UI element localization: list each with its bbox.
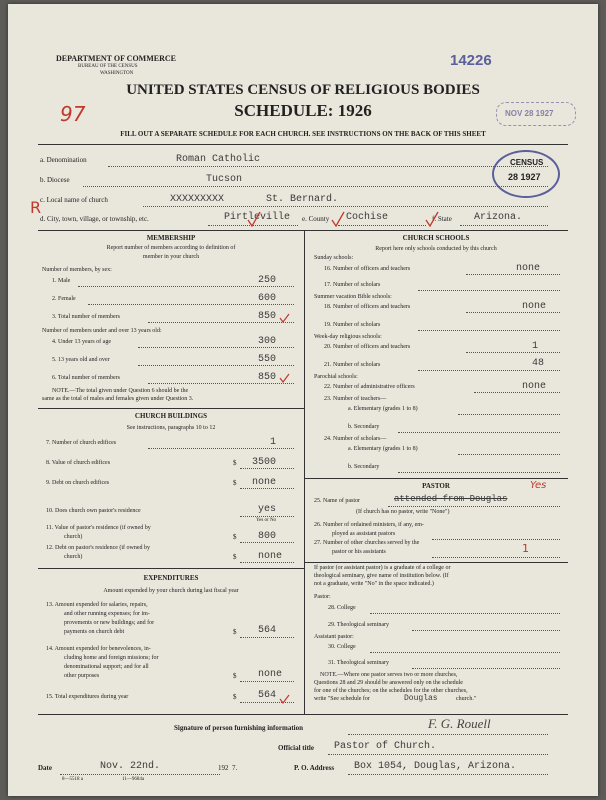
q8-label: 8. Value of church edifices: [46, 460, 111, 466]
census-seal-date: 28 1927: [508, 172, 541, 182]
q20-line: [466, 352, 560, 353]
q4-line: [138, 347, 294, 348]
q14-label-4: other purposes: [64, 673, 100, 679]
q19-line: [418, 330, 560, 331]
q11-label-1: 11. Value of pastor's residence (if owned by: [46, 525, 151, 531]
q16-line: [466, 274, 560, 275]
pastor-note-3: for one of the churches; on the schedules for the other churches,: [314, 688, 468, 694]
handwritten-number: 97: [60, 102, 86, 126]
q3-label: 3. Total number of members: [52, 314, 120, 320]
q12-value: none: [258, 551, 283, 562]
q5-line: [138, 365, 294, 366]
census-schedule-sheet: [8, 4, 598, 796]
department-name: DEPARTMENT OF COMMERCE: [56, 54, 177, 63]
signature-label: Signature of person furnishing information: [174, 724, 303, 732]
q17-label: 17. Number of scholars: [324, 282, 381, 288]
denomination-value: Roman Catholic: [176, 154, 261, 165]
q5-label: 5. 13 years old and over: [52, 357, 110, 363]
received-stamp-date: NOV 28 1927: [505, 109, 554, 118]
q10-line: [240, 516, 294, 517]
q22-value: none: [522, 381, 547, 392]
pastor-note-2: Questions 28 and 29 should be answered only on the schedule: [314, 680, 463, 686]
q13-dollar: $: [233, 628, 237, 636]
q25-label: 25. Name of pastor: [314, 498, 360, 504]
denomination-label: a. Denomination: [40, 156, 87, 164]
q27-label-2: pastor or his assistants: [332, 549, 386, 555]
census-seal-stamp: [492, 150, 560, 198]
schools-heading: CHURCH SCHOOLS: [402, 234, 470, 242]
column-divider: [304, 230, 305, 714]
q21-line: [418, 370, 560, 371]
q5-value: 550: [258, 354, 277, 365]
q21-label: 21. Number of scholars: [324, 362, 381, 368]
diocese-label: b. Diocese: [40, 176, 70, 184]
state-label: f. State: [432, 215, 452, 223]
bureau-name: BUREAU OF THE CENSUS: [78, 64, 138, 69]
q22-line: [474, 392, 560, 393]
q13-label-2: and other running expenses; for im-: [64, 611, 150, 617]
q4-label: 4. Under 13 years of age: [52, 339, 111, 345]
q29-line: [412, 630, 560, 631]
yes-no-hint: Yes or No: [256, 518, 277, 523]
q30-line: [370, 652, 560, 653]
q21-value: 48: [532, 358, 545, 369]
q17-line: [418, 290, 560, 291]
q1-value: 250: [258, 275, 277, 286]
q12-dollar: $: [233, 553, 237, 561]
q9-value: none: [252, 477, 277, 488]
q15-dollar: $: [233, 693, 237, 701]
buildings-divider: [38, 568, 304, 569]
q8-value: 3500: [252, 457, 277, 468]
q31-line: [412, 668, 560, 669]
membership-divider: [38, 408, 304, 409]
official-title-line: [328, 754, 548, 755]
q15-line: [240, 702, 294, 703]
q6-label: 6. Total number of members: [52, 375, 120, 381]
state-line: [460, 225, 548, 226]
q6-value: 850: [258, 372, 277, 383]
q9-line: [240, 488, 294, 489]
year-prefix: 192: [218, 764, 229, 772]
q6-line: [148, 383, 294, 384]
sunday-schools-label: Sunday schools:: [314, 255, 354, 261]
signature-line: [348, 734, 548, 735]
q9-dollar: $: [233, 479, 237, 487]
pastor-note-5: church.": [456, 696, 477, 702]
diocese-value: Tucson: [206, 174, 243, 185]
schools-intro: Report here only schools conducted by this church: [375, 246, 497, 252]
grid-top-line: [38, 230, 568, 231]
q2-value: 600: [258, 293, 277, 304]
q13-label-3: provements or new buildings; and for: [64, 620, 155, 626]
q24-label: 24. Number of scholars—: [324, 436, 387, 442]
state-value: Arizona.: [474, 212, 523, 223]
form-title: UNITED STATES CENSUS OF RELIGIOUS BODIES: [126, 82, 480, 98]
q25-line: [388, 506, 560, 507]
membership-heading: MEMBERSHIP: [146, 234, 196, 242]
q25-mark: Yes: [530, 480, 547, 491]
buildings-intro: See instructions, paragraphs 10 to 12: [126, 425, 216, 431]
margin-mark: R: [30, 198, 42, 217]
q27-value: 1: [522, 542, 529, 555]
q13-label-4: payments on church debt: [64, 629, 125, 635]
q8-dollar: $: [233, 459, 237, 467]
county-line: [338, 225, 426, 226]
q12-label-2: church): [64, 554, 83, 560]
q23a-label: a. Elementary (grades 1 to 8): [348, 406, 418, 412]
signature-value: F. G. Rouell: [428, 716, 491, 731]
q9-label: 9. Debt on church edifices: [46, 480, 110, 486]
q27-label-1: 27. Number of other churches served by the: [314, 540, 420, 546]
q11-dollar: $: [233, 533, 237, 541]
official-title-value: Pastor of Church.: [334, 741, 437, 752]
members-by-sex-label: Number of members, by sex:: [42, 267, 112, 273]
schools-divider: [304, 478, 568, 479]
membership-intro-2: member in your church: [142, 254, 200, 260]
church-name-line: [143, 206, 548, 207]
year-suffix: 7.: [232, 764, 238, 772]
pastor-sub-label: Pastor:: [314, 594, 331, 600]
pastor-intro-3: not a graduate, write "No" in the space indicated.): [314, 581, 434, 587]
q25-value: attended from Douglas: [394, 494, 508, 504]
q26-label-1: 26. Number of ordained ministers, if any, em-: [314, 522, 424, 528]
header-divider: [38, 144, 568, 145]
pastor-note-4: write "See schedule for: [314, 696, 370, 702]
q23a-line: [458, 414, 560, 415]
address-line: [348, 774, 548, 775]
q15-label: 15. Total expenditures during year: [46, 694, 129, 700]
q14-value: none: [258, 669, 283, 680]
q13-line: [240, 637, 294, 638]
q29-label: 29. Theological seminary: [328, 622, 390, 628]
summer-schools-label: Summer vacation Bible schools:: [314, 294, 392, 300]
expenditures-heading: EXPENDITURES: [143, 574, 199, 582]
q7-value: 1: [270, 437, 277, 448]
q11-line: [240, 542, 294, 543]
q28-label: 28. College: [328, 605, 356, 611]
q25-note: (If church has no pastor, write "None"): [356, 509, 450, 515]
q24b-label: b. Secondary: [348, 464, 380, 470]
q12-line: [240, 562, 294, 563]
q23b-label: b. Secondary: [348, 424, 380, 430]
address-value: Box 1054, Douglas, Arizona.: [354, 761, 517, 772]
q16-label: 16. Number of officers and teachers: [324, 266, 411, 272]
q18-value: none: [522, 301, 547, 312]
q19-label: 19. Number of scholars: [324, 322, 381, 328]
q26-line: [432, 539, 560, 540]
q22-label: 22. Number of administrative officers: [324, 384, 415, 390]
diocese-line: [83, 186, 548, 187]
q23-label: 23. Number of teachers—: [324, 396, 387, 402]
church-name-label: c. Local name of church: [40, 196, 108, 204]
q3-value: 850: [258, 311, 277, 322]
q14-label-2: cluding home and foreign missions; for: [64, 655, 159, 661]
q26-label-2: ployed as assistant pastors: [332, 531, 396, 537]
q27-line: [432, 557, 560, 558]
church-name-value: St. Bernard.: [266, 194, 339, 205]
county-label: e. County: [302, 215, 330, 223]
q20-value: 1: [532, 341, 539, 352]
date-line: [60, 774, 220, 775]
separate-schedule-instruction: FILL OUT A SEPARATE SCHEDULE FOR EACH CHURCH. SEE INSTRUCTIONS ON THE BACK OF THIS SHEET: [120, 130, 486, 138]
city-label: d. City, town, village, or township, etc.: [40, 215, 149, 223]
city-value: Pirtleville: [224, 212, 291, 223]
q12-label-1: 12. Debt on pastor's residence (if owned by: [46, 545, 151, 551]
census-seal-text: CENSUS: [510, 158, 544, 167]
q2-line: [88, 304, 294, 305]
q23b-line: [398, 432, 560, 433]
q31-label: 31. Theological seminary: [328, 660, 390, 666]
date-label: Date: [38, 764, 52, 772]
grid-bottom-line: [38, 714, 568, 715]
q18-label: 18. Number of officers and teachers: [324, 304, 411, 310]
age-intro-label: Number of members under and over 13 years old:: [42, 328, 162, 334]
q24a-label: a. Elementary (grades 1 to 8): [348, 446, 418, 452]
q18-line: [466, 312, 560, 313]
q7-line: [148, 448, 294, 449]
q28-line: [370, 613, 560, 614]
county-value: Cochise: [346, 212, 389, 223]
membership-note-1: NOTE.—The total given under Question 6 should be the: [52, 388, 189, 394]
q11-label-2: church): [64, 534, 83, 540]
q15-value: 564: [258, 690, 277, 701]
q24a-line: [458, 454, 560, 455]
church-name-struck: XXXXXXXXX: [170, 194, 225, 205]
pastor-intro-1: If pastor (or assistant pastor) is a graduate of a college or: [314, 565, 451, 571]
q13-label-1: 13. Amount expended for salaries, repairs,: [46, 602, 148, 608]
parochial-schools-label: Parochial schools:: [314, 374, 358, 380]
q30-label: 30. College: [328, 644, 356, 650]
q2-label: 2. Female: [52, 296, 76, 302]
q7-label: 7. Number of church edifices: [46, 440, 117, 446]
q14-label-1: 14. Amount expended for benevolences, in-: [46, 646, 151, 652]
membership-intro-1: Report number of members according to definition of: [106, 245, 236, 251]
city-name: WASHINGTON: [100, 71, 134, 76]
expenditures-intro: Amount expended by your church during last fiscal year: [103, 588, 239, 594]
official-title-label: Official title: [278, 744, 314, 752]
q1-label: 1. Male: [52, 278, 71, 284]
buildings-heading: CHURCH BUILDINGS: [134, 412, 208, 420]
q1-line: [78, 286, 294, 287]
city-line: [208, 225, 298, 226]
pastor-heading: PASTOR: [422, 482, 450, 490]
schedule-number-stamp: 14226: [450, 52, 492, 69]
pastor-note-church: Douglas: [404, 694, 438, 703]
print-code-1: 8—5518 a: [62, 777, 83, 782]
pastor-divider: [304, 562, 568, 563]
q8-line: [240, 468, 294, 469]
q4-value: 300: [258, 336, 277, 347]
address-label: P. O. Address: [294, 764, 335, 772]
q14-label-3: denominational support; and for all: [64, 664, 149, 670]
q13-value: 564: [258, 625, 277, 636]
pastor-intro-2: theological seminary, give name of institution below. (If: [314, 573, 449, 579]
membership-note-2: same as the total of males and females given under Question 3.: [42, 396, 194, 402]
q14-line: [240, 681, 294, 682]
q10-value: yes: [258, 504, 277, 515]
q11-value: 800: [258, 531, 277, 542]
pastor-note-1: NOTE.—Where one pastor serves two or more churches,: [320, 672, 458, 678]
q3-line: [148, 322, 294, 323]
denomination-line: [108, 166, 548, 167]
q20-label: 20. Number of officers and teachers: [324, 344, 411, 350]
q24b-line: [398, 472, 560, 473]
q16-value: none: [516, 263, 541, 274]
q10-label: 10. Does church own pastor's residence: [46, 508, 141, 514]
assistant-sub-label: Assistant pastor:: [314, 634, 354, 640]
weekday-schools-label: Week-day religious schools:: [314, 334, 382, 340]
schedule-title: SCHEDULE: 1926: [234, 101, 372, 120]
date-value: Nov. 22nd.: [100, 761, 161, 772]
print-code-2: 11—9684a: [122, 777, 145, 782]
q14-dollar: $: [233, 672, 237, 680]
